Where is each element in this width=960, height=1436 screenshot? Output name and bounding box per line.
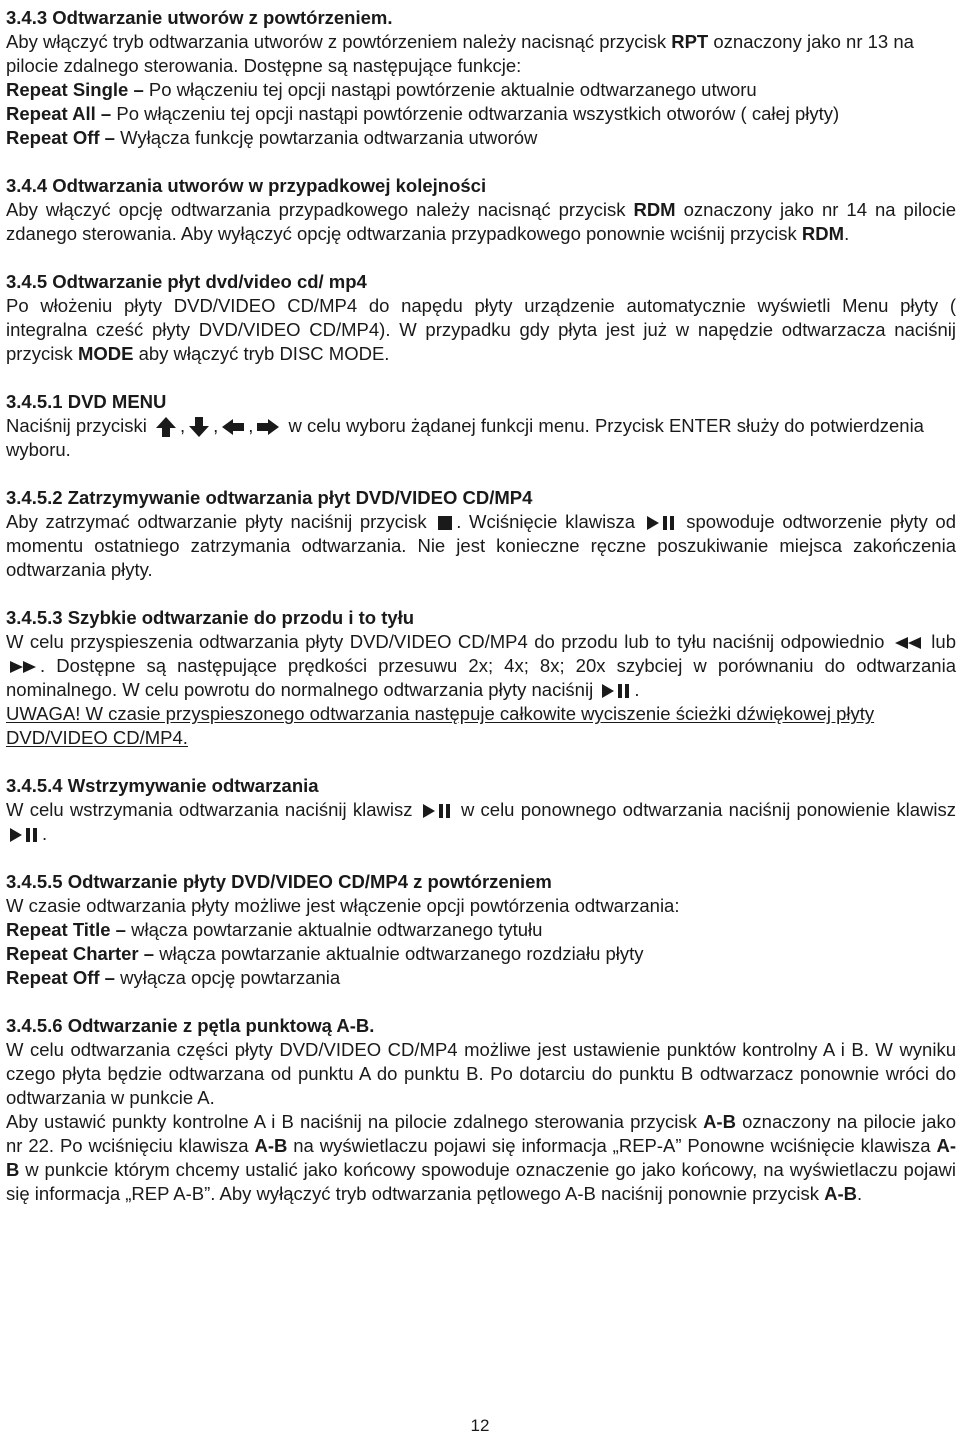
text: W celu przyspieszenia odtwarzania płyty DVD/VIDEO CD/MP4 do przodu lub to tyłu naciśnij odpowiednio — [6, 631, 891, 653]
section-title: 3.4.5.3 Szybkie odtwarzanie do przodu i to tyłu — [6, 607, 415, 629]
text: . Dostępne są następujące prędkości przesuwu 2x; 4x; 8x; 20x szybciej w porównaniu do odtwarzania nominalnego. W celu powrotu do normalnego odtwarzania płyty naciśnij — [6, 655, 956, 701]
section-title: 3.4.3 Odtwarzanie utworów z powtórzeniem. — [6, 7, 393, 28]
section-3-4-3 — [6, 6, 956, 150]
manual-page — [6, 6, 956, 1206]
section-3-4-5-2 — [6, 486, 956, 582]
text: Aby zatrzymać odtwarzanie płyty naciśnij przycisk — [6, 511, 435, 533]
play-pause-icon — [422, 803, 452, 819]
fast-forward-icon — [9, 660, 37, 674]
section-3-4-5-5 — [6, 870, 956, 990]
list-item — [6, 942, 956, 966]
desc: włącza powtarzanie aktualnie odtwarzanego tytułu — [125, 919, 543, 941]
term: Repeat Title – — [6, 919, 126, 941]
text: . — [844, 223, 850, 244]
desc: Po włączeniu tej opcji nastąpi powtórzenie odtwarzania wszystkich otworów ( całej płyty) — [111, 103, 840, 124]
section-title: 3.4.5.6 Odtwarzanie z pętla punktową A-B. — [6, 1015, 375, 1037]
text: . — [857, 1183, 863, 1205]
text: aby włączyć tryb DISC MODE. — [133, 343, 390, 364]
text: oznaczony jako nr 13 na pilocie zdalnego sterowania. Dostępne są następujące funkcje: — [6, 31, 914, 76]
paragraph: W celu odtwarzania części płyty DVD/VIDEO CD/MP4 możliwe jest ustawienie punktów kontrolny A i B. W wyniku czego płyta będzie odtwarzana od punktu A do punktu B. Po dotarciu do punktu B odtwarzacz ponownie wróci do odtwarzania w punkcie A. — [6, 1039, 956, 1109]
mode-label: MODE — [77, 343, 134, 364]
section-3-4-5-1 — [6, 390, 956, 462]
text: w punkcie którym chcemy ustalić jako końcowy spowoduje oznaczenie go jako końcowy, na wyświetlaczu pojawi się informacja „REP A-B”. Aby wyłączyć tryb odtwarzania pętlowego A-B naciśnij ponownie przycisk — [6, 1159, 956, 1205]
list-item — [6, 102, 956, 126]
page-number: 12 — [470, 1416, 490, 1435]
term: Repeat Off – — [6, 127, 115, 148]
paragraph — [6, 414, 956, 462]
text: Po włożeniu płyty DVD/VIDEO CD/MP4 do napędu płyty urządzenie automatycznie wyświetli Menu płyty ( integralna cześć płyty DVD/VIDEO CD/MP4). W przypadku gdy płyta jest już w napędzie odtwarzacza naciśnij przycisk — [6, 295, 956, 364]
section-3-4-5 — [6, 270, 956, 366]
text: spowoduje odtworzenie płyty od momentu ostatniego zatrzymania odtwarzania. Nie jest konieczne ręczne poszukiwanie miejsca zakończenia odtwarzania płyty. — [6, 511, 956, 581]
paragraph — [6, 1110, 956, 1206]
arrow-down-icon — [188, 416, 210, 438]
rewind-icon — [894, 636, 922, 650]
text: lub — [924, 631, 956, 653]
arrow-right-icon — [256, 418, 280, 436]
text: w celu wyboru żądanej funkcji menu. Przycisk ENTER służy do potwierdzenia wyboru. — [6, 415, 924, 461]
rdm-label: RDM — [801, 223, 845, 244]
rdm-label: RDM — [633, 199, 676, 220]
section-3-4-5-3 — [6, 606, 956, 750]
term: Repeat Single – — [6, 79, 144, 100]
paragraph — [6, 30, 956, 78]
list-item — [6, 918, 956, 942]
section-title: 3.4.5.2 Zatrzymywanie odtwarzania płyt DVD/VIDEO CD/MP4 — [6, 487, 533, 509]
separator: , — [213, 415, 219, 436]
text: oznaczony na pilocie jako nr 22. Po wciśnięciu klawisza — [6, 1111, 956, 1157]
arrow-left-icon — [221, 418, 245, 436]
text: W celu wstrzymania odtwarzania naciśnij klawisz — [6, 799, 419, 821]
paragraph — [6, 798, 956, 846]
separator: , — [248, 415, 254, 436]
paragraph — [6, 630, 956, 702]
play-pause-icon — [601, 683, 631, 699]
section-title: 3.4.5.5 Odtwarzanie płyty DVD/VIDEO CD/MP4 z powtórzeniem — [6, 871, 552, 893]
list-item — [6, 78, 956, 102]
stop-icon — [437, 515, 453, 531]
text: Aby włączyć tryb odtwarzania utworów z powtórzeniem należy nacisnąć przycisk — [6, 31, 672, 52]
text: Aby ustawić punkty kontrolne A i B naciśnij na pilocie zdalnego sterowania przycisk — [6, 1111, 704, 1133]
desc: Po włączeniu tej opcji nastąpi powtórzenie aktualnie odtwarzanego utworu — [143, 79, 757, 100]
desc: włącza powtarzanie aktualnie odtwarzanego rozdziału płyty — [154, 943, 644, 965]
term: Repeat Charter – — [6, 943, 155, 965]
paragraph — [6, 198, 956, 246]
section-title: 3.4.5 Odtwarzanie płyt dvd/video cd/ mp4 — [6, 271, 367, 292]
desc: wyłącza opcję powtarzania — [114, 967, 341, 989]
text: . Wciśnięcie klawisza — [456, 511, 643, 533]
warning-note: UWAGA! W czasie przyspieszonego odtwarzania następuje całkowite wyciszenie ścieżki dźwiękowej płyty DVD/VIDEO CD/MP4. — [6, 703, 875, 749]
separator: , — [179, 415, 186, 436]
text: . — [42, 823, 48, 845]
text: . — [634, 679, 640, 701]
paragraph — [6, 294, 956, 366]
section-3-4-5-6 — [6, 1014, 956, 1206]
list-item — [6, 966, 956, 990]
section-title: 3.4.4 Odtwarzania utworów w przypadkowej kolejności — [6, 175, 487, 196]
term: Repeat Off – — [6, 967, 115, 989]
ab-label: A-B — [703, 1111, 736, 1133]
text: Aby włączyć opcję odtwarzania przypadkowego należy nacisnąć przycisk — [6, 199, 634, 220]
text: oznaczony jako nr 14 na pilocie zdanego sterowania. Aby wyłączyć opcję odtwarzania przypadkowego ponownie wciśnij przycisk — [6, 199, 956, 244]
ab-label: A-B — [254, 1135, 288, 1157]
section-title: 3.4.5.1 DVD MENU — [6, 391, 167, 412]
desc: Wyłącza funkcję powtarzania odtwarzania utworów — [114, 127, 538, 148]
paragraph — [6, 510, 956, 582]
section-title: 3.4.5.4 Wstrzymywanie odtwarzania — [6, 775, 319, 797]
play-pause-icon — [9, 827, 39, 843]
rpt-label: RPT — [671, 31, 709, 52]
section-3-4-5-4 — [6, 774, 956, 846]
text: Naciśnij przyciski — [6, 415, 152, 436]
play-pause-icon — [646, 515, 676, 531]
term: Repeat All – — [6, 103, 112, 124]
paragraph: W czasie odtwarzania płyty możliwe jest włączenie opcji powtórzenia odtwarzania: — [6, 895, 680, 917]
text: na wyświetlaczu pojawi się informacja „REP-A” Ponowne wciśnięcie klawisza — [287, 1135, 937, 1157]
ab-label: A-B — [824, 1183, 858, 1205]
text: w celu ponownego odtwarzania naciśnij ponowienie klawisz — [454, 799, 957, 821]
section-3-4-4 — [6, 174, 956, 246]
list-item — [6, 126, 956, 150]
arrow-up-icon — [155, 416, 177, 438]
ab-label: A-B — [6, 1135, 957, 1181]
